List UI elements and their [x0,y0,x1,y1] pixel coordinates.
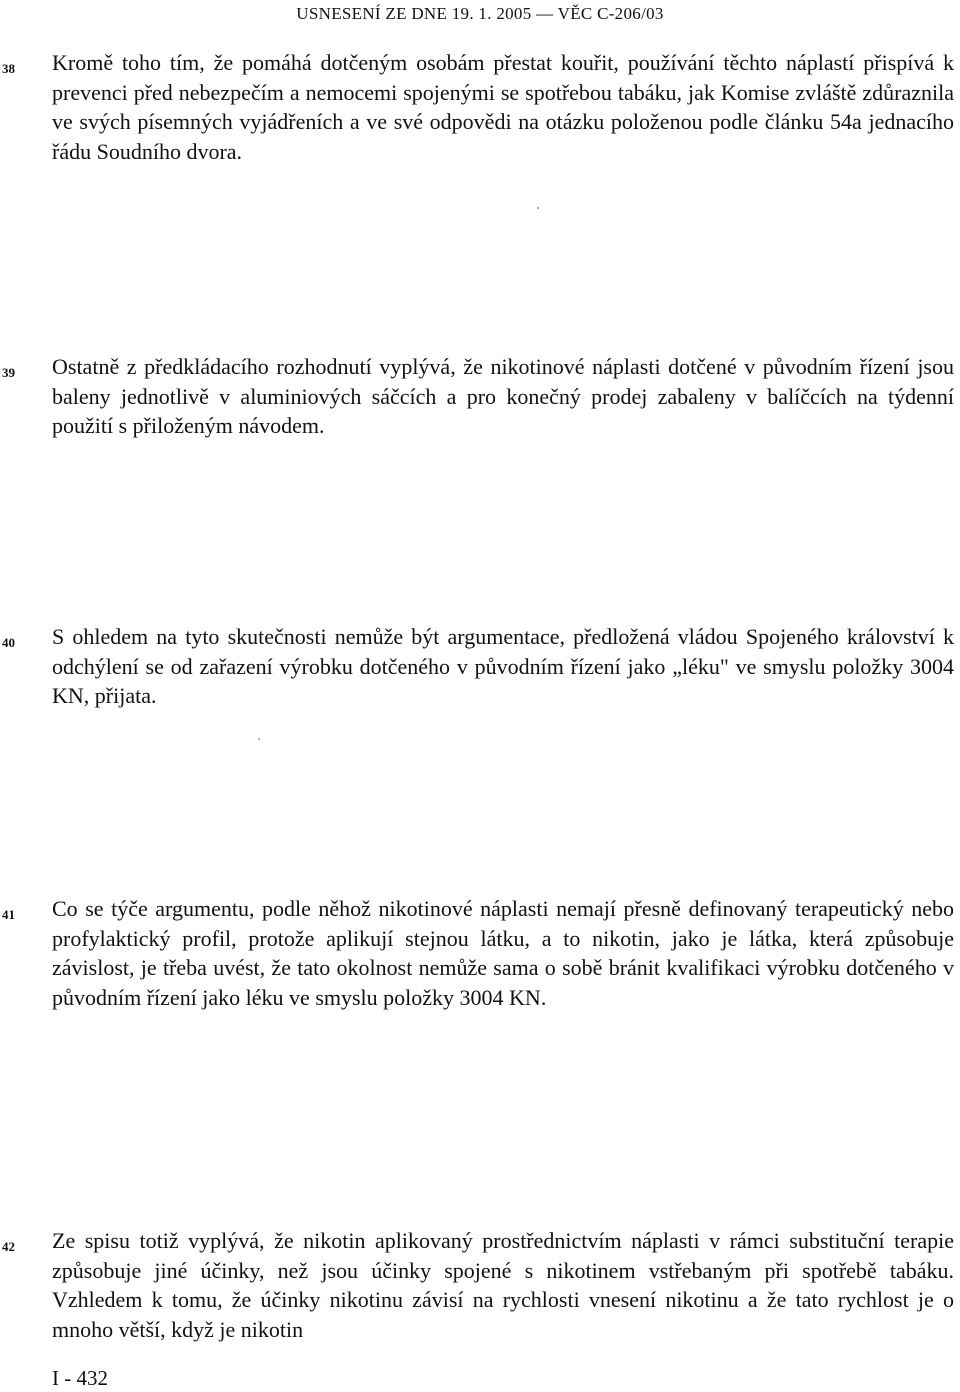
paragraph-text: Ostatně z předkládacího rozhodnutí vyplývá, že nikotinové náplasti dotčené v původním řízení jsou baleny jednotlivě v aluminiových sáčcích a pro konečný prodej zabaleny v balíčcích na týdenní použití s přiloženým návodem. [52,354,954,438]
scan-speck [258,738,260,740]
paragraph-number: 38 [2,61,15,76]
paragraph-number: 41 [2,907,15,922]
paragraph-text: Co se týče argumentu, podle něhož nikotinové náplasti nemají přesně definovaný terapeutický nebo profylaktický profil, protože aplikují stejnou látku, a to nikotin, jako je látka, která způsobuje závislost, je třeba uvést, že tato okolnost nemůže sama o sobě bránit kvalifikaci výrobku dotčeného v původním řízení jako léku ve smyslu položky 3004 KN. [52,896,954,1010]
paragraph-text: S ohledem na tyto skutečnosti nemůže být argumentace, předložená vládou Spojeného království k odchýlení se od zařazení výrobku dotčeného v původním řízení jako „léku" ve smyslu položky 3004 KN, přijata. [52,624,954,708]
scan-speck [537,207,539,209]
paragraph-text: Kromě toho tím, že pomáhá dotčeným osobám přestat kouřit, používání těchto náplastí přispívá k prevenci před nebezpečím a nemocemi spojenými se spotřebou tabáku, jak Komise zvláště zdůraznila ve svých písemných vyjádřeních a ve své odpovědi na otázku položenou podle článku 54a jednacího řádu Soudního dvora. [52,50,954,164]
page-number: I - 432 [52,1366,108,1390]
page-header: USNESENÍ ZE DNE 19. 1. 2005 — VĚC C-206/03 [296,4,664,23]
paragraph-number: 40 [2,635,15,650]
paragraph-number: 39 [2,365,15,380]
paragraph-number: 42 [2,1239,15,1254]
paragraph-text: Ze spisu totiž vyplývá, že nikotin aplikovaný prostřednictvím náplasti v rámci substituční terapie způsobuje jiné účinky, než jsou účinky spojené s nikotinem vstřebaným při spotřebě tabáku. Vzhledem k tomu, že účinky nikotinu závisí na rychlosti vnesení nikotinu a že tato rychlost je o mnoho větší, když je nikotin [52,1228,954,1342]
